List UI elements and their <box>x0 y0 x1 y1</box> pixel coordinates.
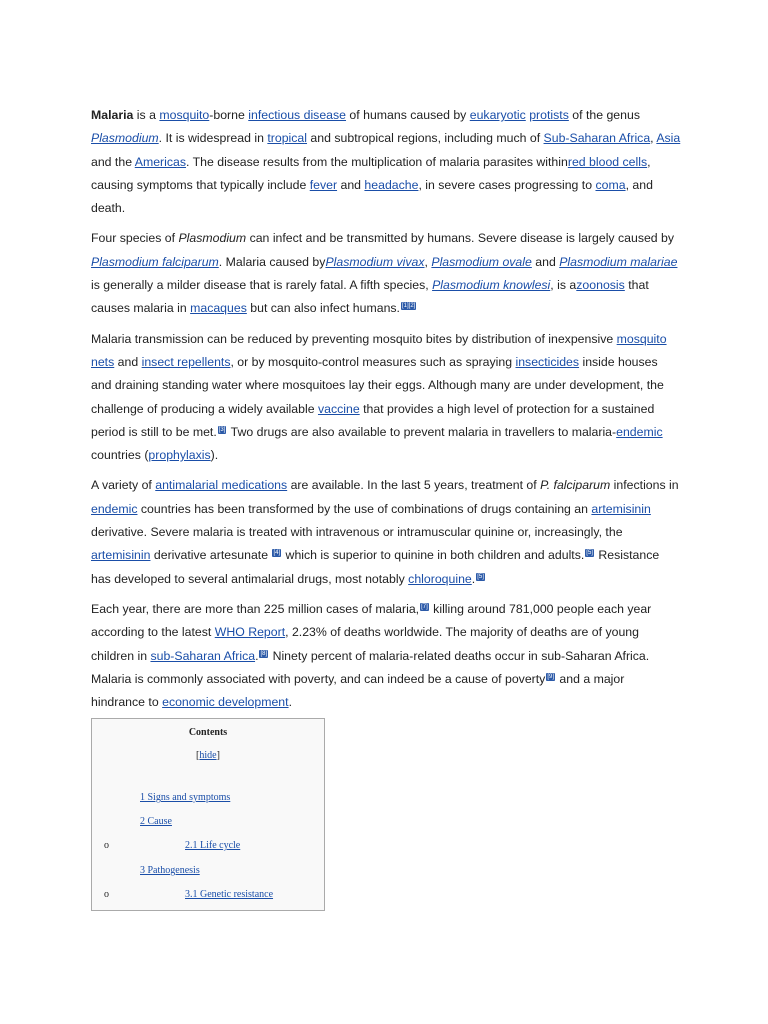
article-text: killing around 781,000 people each year according to the latest <box>91 601 652 640</box>
toc-hide-link[interactable]: hide <box>199 750 217 761</box>
article-text: , is a <box>550 278 577 293</box>
article-text: Each year, there are more than 225 million cases of malaria, <box>91 601 420 616</box>
article-link[interactable]: fever <box>309 177 338 192</box>
article-text: are available. In the last 5 years, treatment of <box>287 478 541 493</box>
article-link[interactable]: WHO Report <box>214 625 286 640</box>
article-text: countries ( <box>91 448 149 463</box>
article-text: of the genus <box>568 108 640 122</box>
article-link[interactable]: antimalarial medications <box>155 478 288 493</box>
article-text: and <box>531 254 560 269</box>
article-link[interactable]: Plasmodium vivax <box>325 254 425 269</box>
article-text: . The disease results from the multiplication of malaria parasites within <box>186 154 568 169</box>
citation-reference[interactable]: [4] <box>273 550 281 557</box>
article-text: countries has been transformed by the use of combinations of drugs containing an <box>137 501 592 516</box>
article-text: that causes malaria in <box>91 278 649 316</box>
article-text: derivative. Severe malaria is treated with intravenous or intramuscular quinine or, increasingly, the <box>91 525 623 540</box>
citation-reference[interactable]: [5] <box>586 550 593 557</box>
toc-bullet: o <box>104 889 109 900</box>
article-link[interactable]: sub-Saharan Africa <box>150 648 256 663</box>
article-text: . It is widespread in <box>158 131 268 146</box>
article-text: , causing symptoms that typically include <box>91 154 651 192</box>
toc-toggle: [hide] <box>196 750 220 761</box>
article-link[interactable]: Plasmodium malariae <box>559 254 678 269</box>
article-link[interactable]: Plasmodium knowlesi <box>432 278 551 293</box>
article-link[interactable]: artemisinin <box>91 548 151 563</box>
article-text: , or by mosquito-control measures such as spraying <box>230 354 516 369</box>
article-link[interactable]: endemic <box>616 424 663 439</box>
article-paragraph <box>91 104 681 220</box>
article-text: Resistance has developed to several antimalarial drugs, most notably <box>91 548 660 586</box>
article-link[interactable]: vaccine <box>317 401 360 416</box>
citation-reference[interactable]: [8] <box>260 650 268 657</box>
article-text: and subtropical regions, including much of <box>307 131 544 146</box>
article-text: can infect and be transmitted by humans. Severe disease is largely caused by <box>246 231 675 246</box>
citation-reference[interactable]: [7] <box>421 603 428 610</box>
article-text: A variety of <box>91 478 156 493</box>
article-text: and <box>114 354 142 369</box>
toc-item-genetic-resistance[interactable]: 3.1 Genetic resistance <box>185 889 274 900</box>
article-text: . <box>255 648 259 663</box>
article-text: -borne <box>209 108 249 122</box>
article-bold-text: Malaria <box>91 108 134 122</box>
article-text: that provides a high level of protection for a sustained period is still to be met. <box>91 401 655 439</box>
article-text: but can also infect humans. <box>246 301 400 316</box>
citation-reference[interactable]: [9] <box>547 673 554 680</box>
article-link[interactable]: coma <box>595 177 626 192</box>
article-text: infections in <box>610 478 679 493</box>
article-link[interactable]: red blood cells <box>567 154 648 169</box>
article-text: . <box>471 571 476 586</box>
article-link[interactable]: headache <box>364 177 419 192</box>
article-text: , <box>650 131 657 146</box>
citation-reference[interactable]: [3] <box>218 426 226 433</box>
article-text: Ninety percent of malaria-related deaths occur in sub-Saharan Africa. Malaria is commonly associated with poverty, and can indeed be a cause of poverty <box>91 648 650 686</box>
article-text: , 2.23% of deaths worldwide. The majority of deaths are of young children in <box>91 625 639 663</box>
article-link[interactable]: Asia <box>656 131 681 146</box>
article-text: and a major hindrance to <box>91 671 625 710</box>
article-link[interactable]: Plasmodium falciparum <box>91 254 219 269</box>
article-link[interactable]: artemisinin <box>591 501 651 516</box>
article-text: of humans caused by <box>346 108 470 122</box>
article-text: inside houses and draining standing water where mosquitoes lay their eggs. Although many are under development, the challenge of producing a widely available <box>91 354 664 416</box>
article-text: Malaria transmission can be reduced by preventing mosquito bites by distribution of inexpensive <box>91 331 617 346</box>
article-link[interactable]: macaques <box>190 301 247 316</box>
article-text: Two drugs are also available to prevent malaria in travellers to malaria- <box>227 424 617 439</box>
article-text: . <box>288 695 292 710</box>
article-text: . Malaria caused by <box>218 254 326 269</box>
article-text: , <box>424 254 432 269</box>
article-text: is a <box>133 108 160 122</box>
article-link[interactable]: economic development <box>162 695 289 710</box>
toc-item-pathogenesis[interactable]: 3 Pathogenesis <box>140 865 200 876</box>
toc-item-signs-and-symptoms[interactable]: 1 Signs and symptoms <box>140 792 231 803</box>
article-paragraph <box>91 328 681 468</box>
article-link[interactable]: Americas <box>134 154 187 169</box>
article-link[interactable]: mosquito <box>159 108 210 122</box>
article-text: and the <box>91 154 135 169</box>
article-italic-text: P. falciparum <box>540 478 611 493</box>
article-text: ). <box>210 448 219 463</box>
citation-reference[interactable]: [1][2] <box>401 303 416 310</box>
article-link[interactable]: infectious disease <box>248 108 347 122</box>
article-link[interactable]: tropical <box>267 131 308 146</box>
article-link[interactable]: mosquito nets <box>91 331 667 369</box>
article-text: , in severe cases progressing to <box>418 177 596 192</box>
article-text: which is superior to quinine in both children and adults. <box>282 548 585 563</box>
article-text: derivative artesunate <box>150 548 272 563</box>
citation-reference[interactable]: [5] <box>477 573 484 580</box>
article-link[interactable]: zoonosis <box>576 278 625 293</box>
article-link[interactable]: protists <box>529 108 569 122</box>
article-link[interactable]: endemic <box>91 501 138 516</box>
toc-item-life-cycle[interactable]: 2.1 Life cycle <box>185 840 241 851</box>
article-italic-text: Plasmodium <box>178 231 247 246</box>
article-text: and <box>337 177 365 192</box>
article-link[interactable]: prophylaxis <box>148 448 211 463</box>
article-body <box>91 104 681 721</box>
article-text: is generally a milder disease that is rarely fatal. A fifth species, <box>91 278 433 293</box>
toc-item-cause[interactable]: 2 Cause <box>140 816 172 827</box>
article-link[interactable]: Plasmodium ovale <box>431 254 532 269</box>
article-link[interactable]: Sub-Saharan Africa <box>543 131 651 146</box>
article-text: , and death. <box>91 177 653 216</box>
article-link[interactable]: eukaryotic <box>469 108 526 122</box>
article-link[interactable]: Plasmodium <box>91 131 159 146</box>
article-text: Four species of <box>91 231 179 246</box>
article-paragraph <box>91 227 681 320</box>
article-link[interactable]: insect repellents <box>141 354 231 369</box>
article-paragraph <box>91 598 681 714</box>
article-paragraph <box>91 474 681 590</box>
article-link[interactable]: insecticides <box>515 354 580 369</box>
toc-title: Contents <box>188 727 228 738</box>
table-of-contents <box>91 718 325 911</box>
article-link[interactable]: chloroquine <box>408 571 472 586</box>
toc-bullet: o <box>104 840 109 851</box>
